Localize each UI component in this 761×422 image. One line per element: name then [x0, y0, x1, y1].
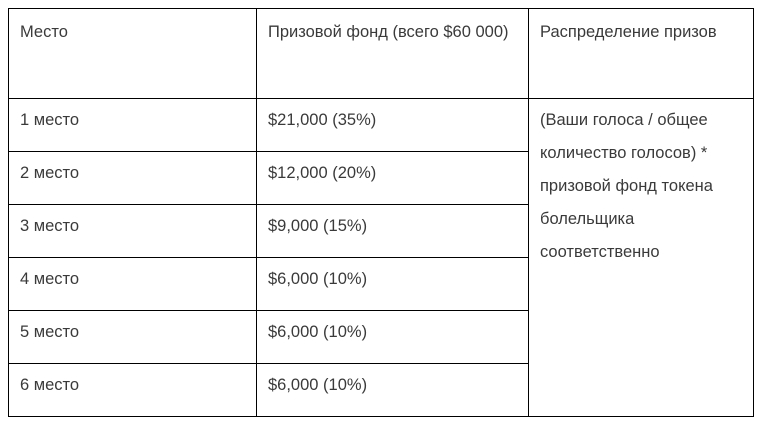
header-prize-distribution: Распределение призов [529, 9, 754, 99]
table-header-row [9, 9, 754, 99]
header-prize-fund: Призовой фонд (всего $60 000) [257, 9, 529, 99]
prize-cell: $21,000 (35%) [257, 99, 529, 152]
prize-cell: $6,000 (10%) [257, 364, 529, 417]
place-cell: 3 место [9, 205, 257, 258]
prize-cell: $12,000 (20%) [257, 152, 529, 205]
place-cell: 6 место [9, 364, 257, 417]
distribution-note-cell: (Ваши голоса / общее количество голосов) * призовой фонд токена болельщика соответственно [529, 99, 754, 417]
header-place: Место [9, 9, 257, 99]
place-cell: 4 место [9, 258, 257, 311]
table-row [9, 99, 754, 152]
place-cell: 1 место [9, 99, 257, 152]
place-cell: 2 место [9, 152, 257, 205]
prize-cell: $6,000 (10%) [257, 258, 529, 311]
place-cell: 5 место [9, 311, 257, 364]
prize-distribution-table [8, 8, 754, 417]
prize-cell: $6,000 (10%) [257, 311, 529, 364]
prize-cell: $9,000 (15%) [257, 205, 529, 258]
